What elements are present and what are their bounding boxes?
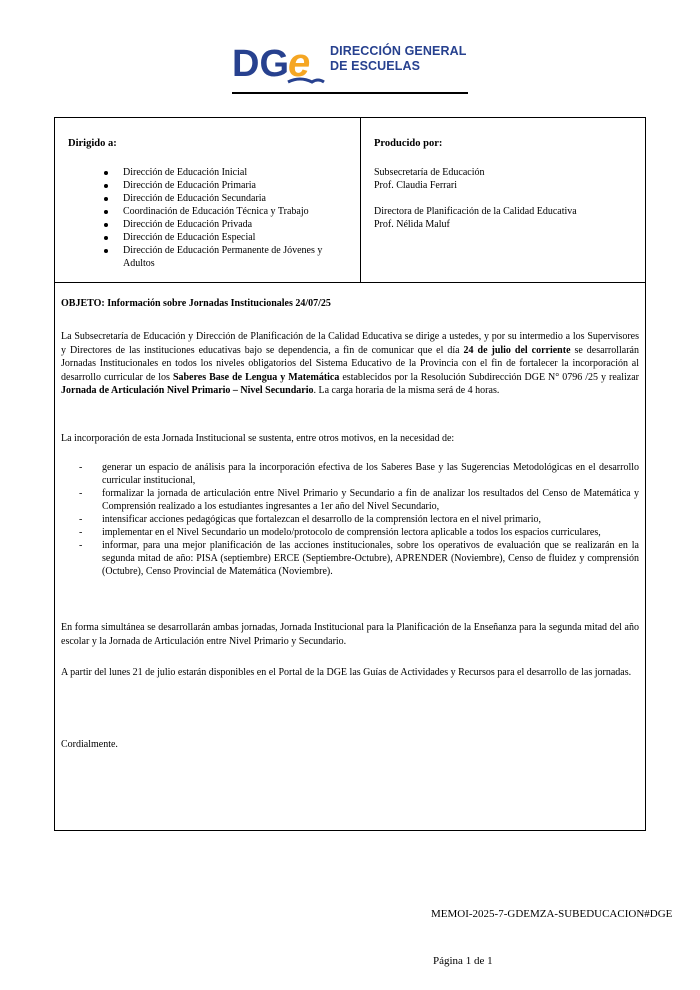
org-name-line2: DE ESCUELAS [330, 59, 421, 73]
paragraph-3: En forma simultánea se desarrollarán ambas jornadas, Jornada Institucional para la Planificación de la Enseñanza para la segunda mitad del año escolar y la Jornada de Articulación entre Nivel Primario y Secundario. [61, 622, 639, 647]
producer-line: Subsecretaría de Educación [374, 167, 485, 178]
recipient-item: Dirección de Educación Especial [69, 231, 355, 244]
producer-line: Directora de Planificación de la Calidad Educativa [374, 206, 577, 217]
recipient-item: Coordinación de Educación Técnica y Trabajo [69, 205, 355, 218]
dash-bullet-icon: - [79, 514, 83, 525]
bullet-dot-icon [104, 184, 108, 188]
bullet-dot-icon [104, 210, 108, 214]
recipient-item: Dirección de Educación Primaria [69, 179, 355, 192]
paragraph-1: La Subsecretaría de Educación y Dirección de Planificación de la Calidad Educativa se dirige a ustedes, y por su intermedio a los Supervisores y Directores de las instituciones educativas bajo se dependencia, a fin de comunicar que el día 24 de julio del corriente se desarrollarán Jornadas Institucionales en todos los niveles obligatorios del Sistema Educativo de la Provincia con el fin de fortalecer la incorporación al desarrollo curricular de los Saberes Base de Lengua y Matemática establecidos por la Resolución Subdirección DGE N° 0796 /25 y realizar Jornada de Articulación Nivel Primario – Nivel Secundario. La carga horaria de la misma será de 4 horas. [61, 331, 639, 396]
recipient-item: Dirección de Educación Permanente de Jóvenes y Adultos [69, 244, 355, 270]
dash-bullet-icon: - [79, 527, 83, 538]
producer-line: Prof. Nélida Maluf [374, 219, 450, 230]
reason-item: - formalizar la jornada de articulación entre Nivel Primario y Secundario a fin de analizar los resultados del Censo de Matemática y Comprensión realizado a los estudiantes ingresantes a 1er año del Nivel Secundario, [79, 488, 639, 512]
memo-header-row [55, 118, 645, 283]
closing: Cordialmente. [61, 739, 118, 750]
header-rule [232, 92, 468, 94]
subject-line: OBJETO: Información sobre Jornadas Institucionales 24/07/25 [61, 298, 331, 309]
paragraph-2: La incorporación de esta Jornada Institucional se sustenta, entre otros motivos, en la necesidad de: [61, 433, 455, 444]
bullet-dot-icon [104, 249, 108, 253]
dash-bullet-icon: - [79, 488, 83, 499]
dash-bullet-icon: - [79, 462, 83, 473]
recipient-item: Dirección de Educación Secundaria [69, 192, 355, 205]
paragraph-4: A partir del lunes 21 de julio estarán disponibles en el Portal de la DGE las Guías de Actividades y Recursos para el desarrollo de las jornadas. [61, 667, 632, 678]
svg-text:DG: DG [232, 43, 289, 85]
producer-label: Producido por: [374, 138, 443, 149]
recipient-item: Dirección de Educación Privada [69, 218, 355, 231]
org-name [330, 44, 466, 74]
recipients-list [69, 166, 355, 270]
dge-logo-mark-icon [232, 38, 328, 92]
org-name-line1: DIRECCIÓN GENERAL [330, 44, 467, 58]
memo-box [54, 117, 646, 831]
reason-item: - informar, para una mejor planificación de las acciones institucionales, sobre los operativos de evaluación que se realizarán en la segunda mitad de año: PISA (septiembre) ERCE (Septiembre-Octubre), APRENDER (Noviembre), Censo de fluidez y comprensión (Octubre), Censo Provincial de Matemática (Noviembre). [79, 540, 639, 577]
svg-text:e: e [288, 41, 311, 85]
reasons-list [61, 461, 639, 578]
reason-item: - generar un espacio de análisis para la incorporación efectiva de los Saberes Base y las Sugerencias Metodológicas en el desarrollo curricular institucional, [79, 462, 639, 486]
dash-bullet-icon: - [79, 540, 83, 551]
producer-cell [361, 118, 645, 282]
bullet-dot-icon [104, 223, 108, 227]
bullet-dot-icon [104, 236, 108, 240]
bullet-dot-icon [104, 171, 108, 175]
recipients-label: Dirigido a: [68, 138, 117, 149]
bullet-dot-icon [104, 197, 108, 201]
recipient-item: Dirección de Educación Inicial [69, 166, 355, 179]
recipients-cell [55, 118, 361, 282]
dge-logo [232, 38, 468, 98]
memo-id: MEMOI-2025-7-GDEMZA-SUBEDUCACION#DGE [431, 908, 673, 920]
producer-line: Prof. Claudia Ferrari [374, 180, 458, 191]
reason-item: - implementar en el Nivel Secundario un modelo/protocolo de comprensión lectora aplicable a todos los espacios curriculares, [79, 527, 601, 538]
page-number: Página 1 de 1 [433, 955, 493, 967]
reason-item: - intensificar acciones pedagógicas que fortalezcan el desarrollo de la comprensión lectora en el nivel primario, [79, 514, 541, 525]
